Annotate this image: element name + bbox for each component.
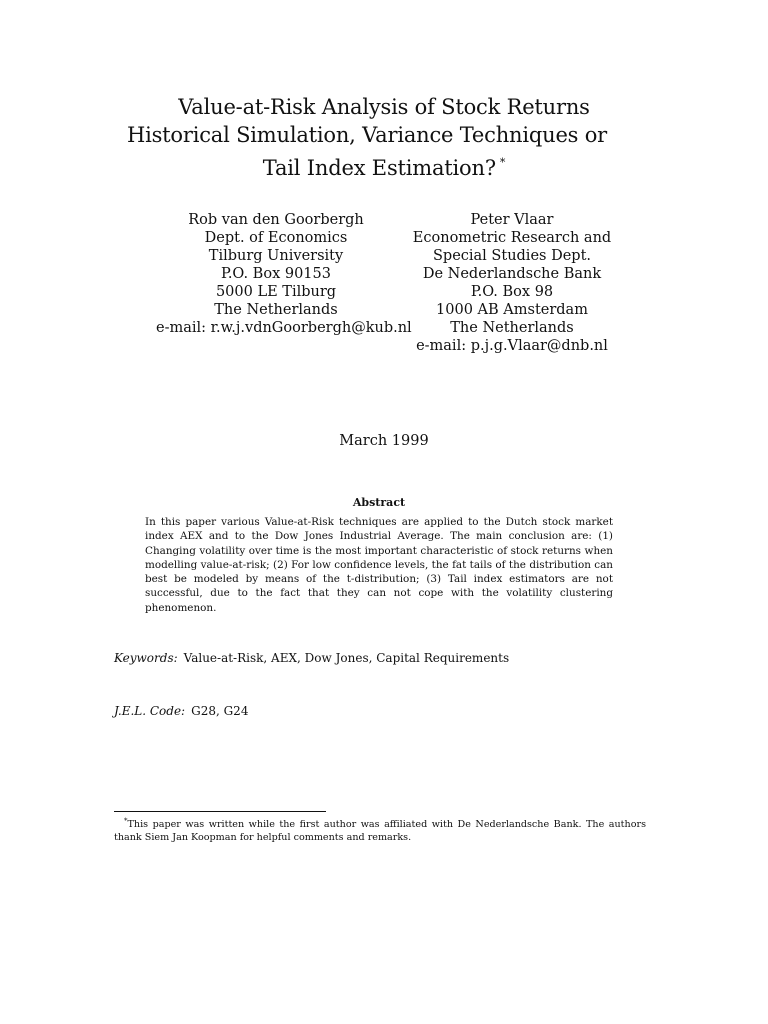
- keywords-label: Keywords:: [114, 651, 178, 665]
- footnote-mark: *: [124, 817, 128, 825]
- title-line-3: [0, 149, 768, 182]
- keywords-line: [114, 651, 509, 665]
- author-name: Rob van den Goorbergh: [188, 212, 364, 228]
- author-department-cont: Special Studies Dept.: [432, 248, 592, 264]
- author-institution: De Nederlandsche Bank: [422, 266, 602, 282]
- author-city: 1000 AB Amsterdam: [436, 302, 588, 318]
- author-country: The Netherlands: [450, 320, 574, 336]
- paper-date: March 1999: [339, 433, 429, 449]
- author-block-vlaar: [412, 211, 612, 355]
- author-city: 5000 LE Tilburg: [215, 284, 337, 300]
- author-email: e-mail: p.j.g.Vlaar@dnb.nl: [416, 338, 608, 354]
- title-footnote-mark: *: [499, 156, 506, 169]
- footnote-rule: [114, 811, 326, 812]
- jel-code-line: [114, 704, 248, 718]
- title-line-2: Historical Simulation, Variance Techniques or: [126, 123, 608, 147]
- author-name: Peter Vlaar: [470, 212, 554, 228]
- keywords-value: Value-at-Risk, AEX, Dow Jones, Capital Requirements: [183, 651, 510, 665]
- abstract-text: In this paper various Value-at-Risk techniques are applied to the Dutch stock market index AEX and to the Dow Jones Industrial Average. The main conclusion are: (1) Changing volatility over time is the most important characteristic of stock returns when modelling value-at-risk; (2) For low confidence levels, the fat tails of the distribution can best be modeled by means of the t-distribution; (3) Tail index estimators are not successful, due to the fact that they can not cope with the volatility clustering phenomenon.: [145, 516, 613, 614]
- footnote-text: This paper was written while the first author was affiliated with De Nederlandsche Bank. The authors thank Siem Jan Koopman for helpful comments and remarks.: [114, 819, 646, 843]
- author-po-box: P.O. Box 98: [470, 284, 554, 300]
- author-po-box: P.O. Box 90153: [221, 266, 331, 282]
- author-institution: Tilburg University: [208, 248, 344, 264]
- author-department: Econometric Research and: [412, 230, 612, 246]
- author-country: The Netherlands: [214, 302, 338, 318]
- footnote: [114, 815, 646, 844]
- author-block-goorbergh: [156, 211, 412, 337]
- abstract-heading: Abstract: [352, 496, 406, 509]
- title-line-1: Value-at-Risk Analysis of Stock Returns: [178, 95, 590, 119]
- jel-code-value: G28, G24: [191, 704, 249, 718]
- paper-title: [0, 93, 768, 182]
- author-email: e-mail: r.w.j.vdnGoorbergh@kub.nl: [156, 320, 412, 336]
- jel-code-label: J.E.L. Code:: [114, 704, 186, 718]
- author-department: Dept. of Economics: [204, 230, 348, 246]
- title-line-3-text: Tail Index Estimation?: [262, 156, 496, 180]
